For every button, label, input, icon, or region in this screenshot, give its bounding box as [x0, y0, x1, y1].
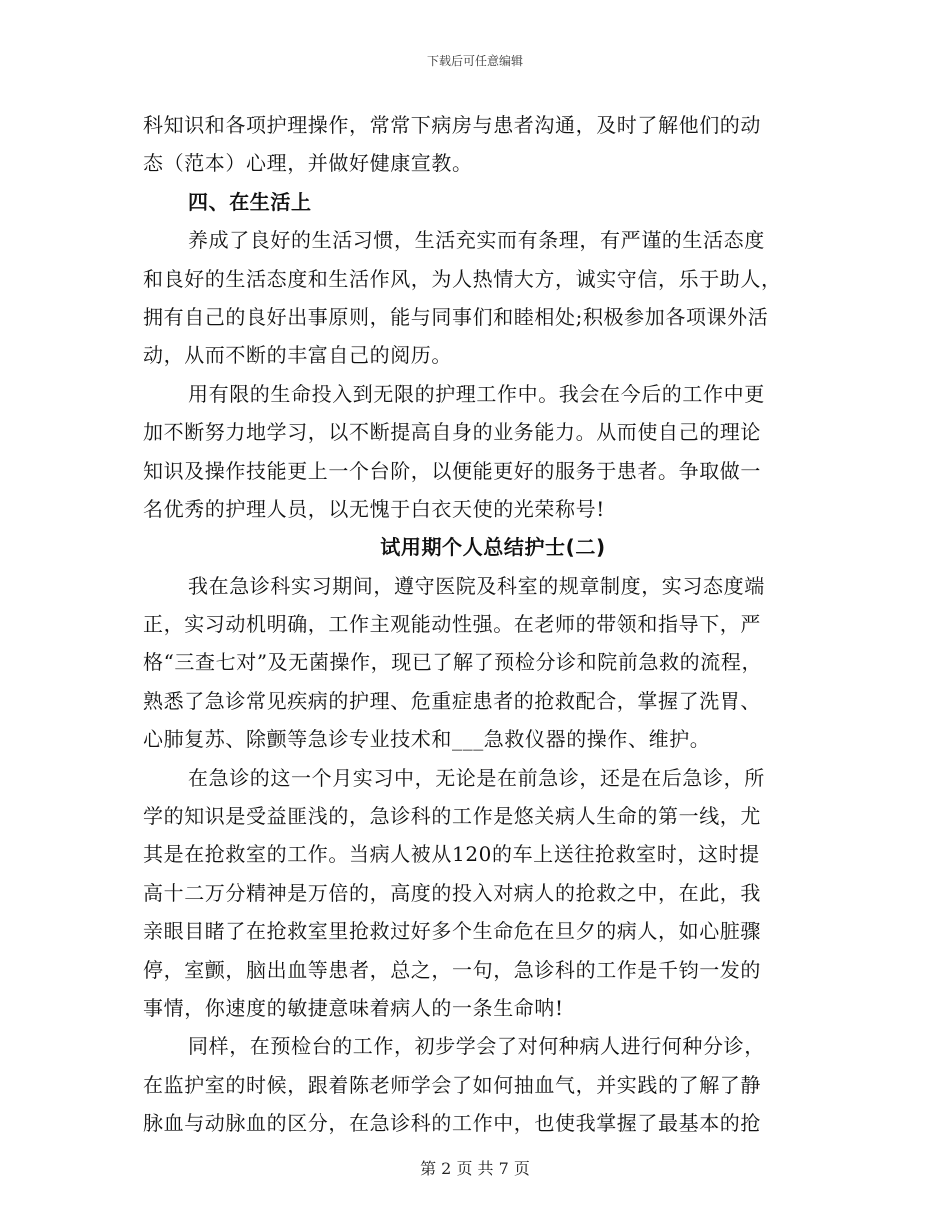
- text-line: 事情，你速度的敏捷意味着病人的一条生命呐!: [143, 995, 564, 1020]
- text-line: 名优秀的护理人员，以无愧于白衣天使的光荣称号!: [143, 496, 605, 521]
- text-line: 加不断努力地学习，以不断提高自身的业务能力。从而使自己的理论: [143, 420, 761, 445]
- text-line: 同样，在预检台的工作，初步学会了对何种病人进行何种分诊，: [188, 1034, 765, 1059]
- page-header: 下载后可任意编辑: [426, 54, 523, 68]
- text-line: 格“三查七对”及无菌操作，现已了解了预检分诊和院前急救的流程，: [143, 650, 763, 675]
- text-line: 停，室颤，脑出血等患者，总之，一句，急诊科的工作是千钧一发的: [143, 957, 761, 982]
- text-line: 亲眼目睹了在抢救室里抢救过好多个生命危在旦夕的病人，如心脏骤: [143, 919, 761, 944]
- text-line: 我在急诊科实习期间，遵守医院及科室的规章制度，实习态度端: [188, 573, 765, 598]
- text-line: 动，从而不断的丰富自己的阅历。: [143, 343, 452, 368]
- text-line: 脉血与动脉血的区分，在急诊科的工作中，也使我掌握了最基本的抢: [143, 1111, 761, 1136]
- document-title: 试用期个人总结护士(二): [380, 535, 606, 560]
- text-line: 心肺复苏、除颤等急诊专业技术和___急救仪器的操作、维护。: [143, 727, 711, 752]
- page-footer: 第 2 页 共 7 页: [420, 1159, 530, 1178]
- section-heading: 四、在生活上: [188, 189, 312, 214]
- text-line: 科知识和各项护理操作，常常下病房与患者沟通，及时了解他们的动: [143, 113, 761, 137]
- text-line: 用有限的生命投入到无限的护理工作中。我会在今后的工作中更: [188, 381, 765, 406]
- text-line: 知识及操作技能更上一个台阶，以便能更好的服务于患者。争取做一: [143, 458, 761, 483]
- text-line: 其是在抢救室的工作。当病人被从120的车上送往抢救室时，这时提: [143, 842, 760, 867]
- text-line: 正，实习动机明确，工作主观能动性强。在老师的带领和指导下，严: [143, 612, 761, 637]
- text-line: 拥有自己的良好出事原则，能与同事们和睦相处;积极参加各项课外活: [143, 304, 769, 329]
- text-line: 学的知识是受益匪浅的，急诊科的工作是悠关病人生命的第一线，尤: [143, 804, 761, 829]
- text-line: 高十二万分精神是万倍的，高度的投入对病人的抢救之中，在此，我: [143, 880, 761, 905]
- text-line: 和良好的生活态度和生活作风，为人热情大方，诚实守信，乐于助人，: [143, 266, 782, 291]
- text-line: 熟悉了急诊常见疾病的护理、危重症患者的抢救配合，掌握了洗胃、: [143, 688, 761, 713]
- text-line: 在监护室的时候，跟着陈老师学会了如何抽血气，并实践的了解了静: [143, 1072, 761, 1097]
- text-line: 在急诊的这一个月实习中，无论是在前急诊，还是在后急诊，所: [188, 765, 765, 790]
- document-body: [143, 106, 803, 1143]
- text-line: 养成了良好的生活习惯，生活充实而有条理，有严谨的生活态度: [188, 228, 765, 253]
- text-line: 态（范本）心理，并做好健康宣教。: [143, 151, 473, 176]
